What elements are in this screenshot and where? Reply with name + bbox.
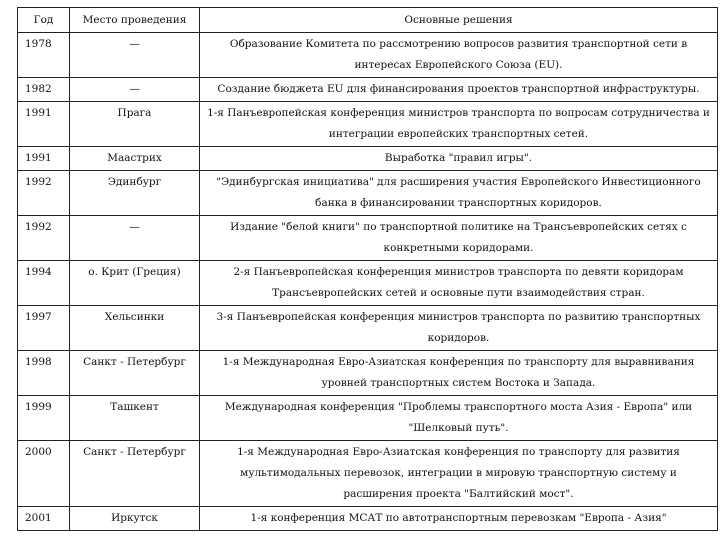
cell-decision: "Эдинбургская инициатива" для расширения участия Европейского Инвестиционного банка в финансировании транспортных коридоров. bbox=[200, 171, 718, 216]
table-row bbox=[18, 78, 718, 102]
cell-place: Хельсинки bbox=[70, 306, 200, 351]
table-row bbox=[18, 33, 718, 78]
cell-place: — bbox=[70, 216, 200, 261]
cell-decision: Образование Комитета по рассмотрению вопросов развития транспортной сети в интересах Европейского Союза (EU). bbox=[200, 33, 718, 78]
table-row bbox=[18, 441, 718, 507]
cell-year: 1991 bbox=[18, 147, 70, 171]
cell-decision: 2-я Панъевропейская конференция министров транспорта по девяти коридорам Трансъевропейских сетей и основные пути взаимодействия стран. bbox=[200, 261, 718, 306]
cell-decision: Выработка "правил игры". bbox=[200, 147, 718, 171]
cell-year: 1991 bbox=[18, 102, 70, 147]
cell-year: 1994 bbox=[18, 261, 70, 306]
table-row bbox=[18, 507, 718, 531]
cell-decision: 3-я Панъевропейская конференция министров транспорта по развитию транспортных коридоров. bbox=[200, 306, 718, 351]
cell-decision: Создание бюджета EU для финансирования проектов транспортной инфраструктуры. bbox=[200, 78, 718, 102]
cell-place: — bbox=[70, 78, 200, 102]
table-row bbox=[18, 261, 718, 306]
table-row bbox=[18, 396, 718, 441]
cell-decision: Издание "белой книги" по транспортной политике на Трансъевропейских сетях с конкретными коридорами. bbox=[200, 216, 718, 261]
cell-decision: 1-я Международная Евро-Азиатская конференция по транспорту для выравнивания уровней транспортных систем Востока и Запада. bbox=[200, 351, 718, 396]
cell-year: 1992 bbox=[18, 216, 70, 261]
cell-decision: 1-я конференция МСАТ по автотранспортным перевозкам "Европа - Азия" bbox=[200, 507, 718, 531]
cell-place: Ташкент bbox=[70, 396, 200, 441]
header-decision: Основные решения bbox=[200, 8, 718, 33]
cell-place: Санкт - Петербург bbox=[70, 351, 200, 396]
cell-decision: Международная конференция "Проблемы транспортного моста Азия - Европа" или "Шелковый путь". bbox=[200, 396, 718, 441]
cell-place: о. Крит (Греция) bbox=[70, 261, 200, 306]
header-place: Место проведения bbox=[70, 8, 200, 33]
cell-year: 1982 bbox=[18, 78, 70, 102]
header-year: Год bbox=[18, 8, 70, 33]
decisions-table bbox=[17, 7, 718, 531]
cell-place: Прага bbox=[70, 102, 200, 147]
cell-place: Санкт - Петербург bbox=[70, 441, 200, 507]
cell-year: 1998 bbox=[18, 351, 70, 396]
cell-year: 2001 bbox=[18, 507, 70, 531]
cell-place: — bbox=[70, 33, 200, 78]
table-row bbox=[18, 306, 718, 351]
cell-year: 2000 bbox=[18, 441, 70, 507]
cell-place: Эдинбург bbox=[70, 171, 200, 216]
cell-decision: 1-я Панъевропейская конференция министров транспорта по вопросам сотрудничества и интеграции европейских транспортных сетей. bbox=[200, 102, 718, 147]
table-header-row bbox=[18, 8, 718, 33]
table-row bbox=[18, 102, 718, 147]
cell-place: Иркутск bbox=[70, 507, 200, 531]
cell-year: 1978 bbox=[18, 33, 70, 78]
table-row bbox=[18, 147, 718, 171]
table-row bbox=[18, 171, 718, 216]
cell-year: 1999 bbox=[18, 396, 70, 441]
cell-year: 1992 bbox=[18, 171, 70, 216]
cell-decision: 1-я Международная Евро-Азиатская конференция по транспорту для развития мультимодальных перевозок, интеграции в мировую транспортную систему и расширения проекта "Балтийский мост". bbox=[200, 441, 718, 507]
cell-place: Маастрих bbox=[70, 147, 200, 171]
table-row bbox=[18, 351, 718, 396]
cell-year: 1997 bbox=[18, 306, 70, 351]
table-row bbox=[18, 216, 718, 261]
